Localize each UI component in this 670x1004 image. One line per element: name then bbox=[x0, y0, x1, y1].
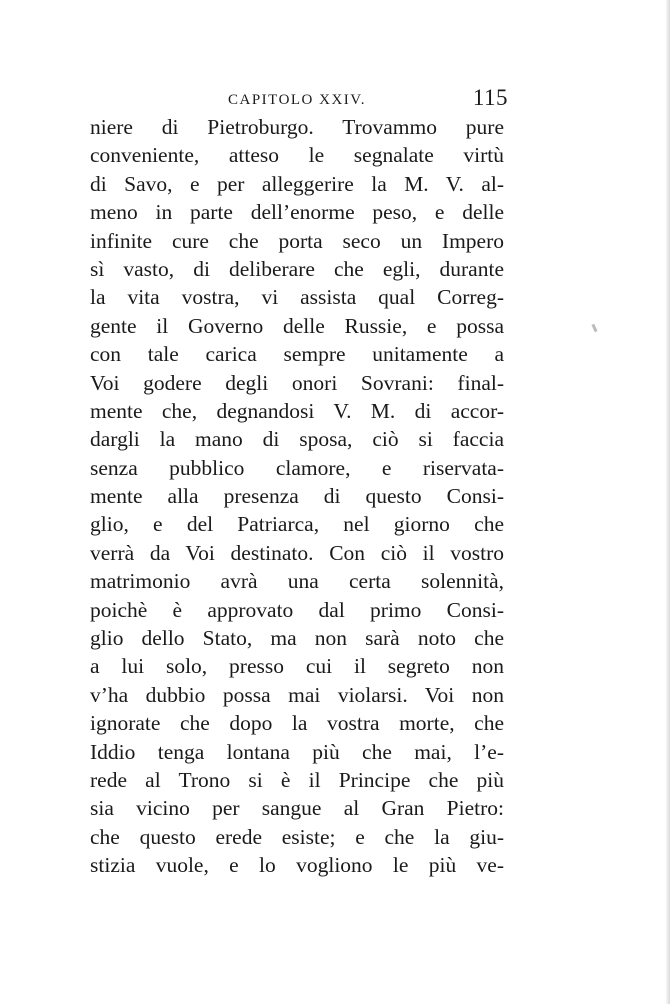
text-line: sia vicino per sangue al Gran Pietro: bbox=[90, 796, 504, 821]
text-line: verrà da Voi destinato. Con ciò il vostro bbox=[90, 540, 504, 565]
text-line: gente il Governo delle Russie, e possa bbox=[90, 313, 504, 338]
text-line: glio, e del Patriarca, nel giorno che bbox=[90, 512, 504, 537]
page-number: 115 bbox=[472, 85, 508, 110]
page-edge bbox=[665, 0, 670, 1004]
paper-speck bbox=[591, 324, 597, 333]
text-line: conveniente, atteso le segnalate virtù bbox=[90, 143, 504, 168]
text-line: Voi godere degli onori Sovrani: final- bbox=[90, 370, 504, 395]
text-line: niere di Pietroburgo. Trovammo pure bbox=[90, 115, 504, 139]
text-line: la vita vostra, vi assista qual Correg- bbox=[90, 285, 504, 310]
text-line: di Savo, e per alleggerire la M. V. al- bbox=[90, 171, 504, 196]
text-line: matrimonio avrà una certa solennità, bbox=[90, 569, 504, 594]
text-line: a lui solo, presso cui il segreto non bbox=[90, 654, 504, 679]
text-line: dargli la mano di sposa, ciò si faccia bbox=[90, 427, 504, 452]
body-text bbox=[90, 113, 504, 880]
running-head bbox=[90, 85, 510, 112]
text-line: Iddio tenga lontana più che mai, l’e- bbox=[90, 739, 504, 764]
text-line: poichè è approvato dal primo Consi- bbox=[90, 597, 504, 622]
text-line: stizia vuole, e lo vogliono le più ve- bbox=[90, 853, 504, 878]
text-line: meno in parte dell’enorme peso, e delle bbox=[90, 200, 504, 225]
text-line: senza pubblico clamore, e riservata- bbox=[90, 455, 504, 480]
text-line: v’ha dubbio possa mai violarsi. Voi non bbox=[90, 682, 504, 707]
text-line: infinite cure che porta seco un Impero bbox=[90, 228, 504, 253]
text-line: rede al Trono si è il Principe che più bbox=[90, 767, 504, 792]
text-line: sì vasto, di deliberare che egli, durante bbox=[90, 256, 504, 281]
text-line: mente che, degnandosi V. M. di accor- bbox=[90, 398, 504, 423]
text-line: mente alla presenza di questo Consi- bbox=[90, 484, 504, 509]
text-line: ignorate che dopo la vostra morte, che bbox=[90, 711, 504, 736]
text-line: che questo erede esiste; e che la giu- bbox=[90, 824, 504, 849]
text-line: con tale carica sempre unitamente a bbox=[90, 342, 504, 367]
text-line: glio dello Stato, ma non sarà noto che bbox=[90, 626, 504, 651]
chapter-heading: CAPITOLO XXIV. bbox=[228, 92, 366, 108]
